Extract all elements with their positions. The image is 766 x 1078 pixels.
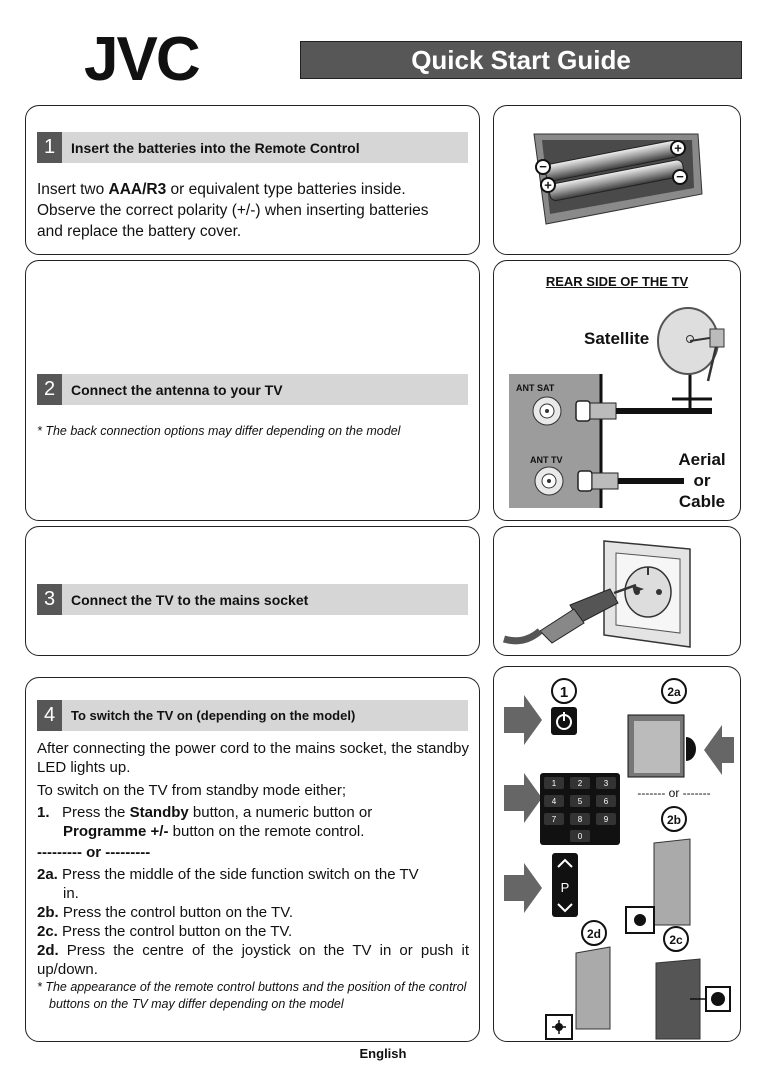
svg-text:2d: 2d	[586, 927, 602, 941]
page-title: Quick Start Guide	[300, 41, 742, 79]
svg-text:2a: 2a	[667, 685, 681, 699]
step-2-panel	[25, 260, 480, 521]
switch-on-illustration-panel	[493, 666, 741, 1042]
svg-text:4: 4	[551, 797, 557, 806]
svg-text:+: +	[544, 177, 552, 193]
logo-text: JVC	[84, 30, 199, 84]
step-title: Insert the batteries into the Remote Control	[71, 139, 360, 156]
step-4-item-2a: 2a. Press the middle of the side function switch on the TV	[37, 866, 419, 883]
svg-text:3: 3	[603, 779, 609, 788]
step-4-paragraph-1: After connecting the power cord to the mains socket, the standby LED lights up.	[37, 740, 469, 776]
step-1-panel	[25, 105, 480, 255]
svg-text:0: 0	[577, 832, 583, 841]
step-title: To switch the TV on (depending on the model)	[71, 708, 356, 723]
aerial-cable-label: Aerial or Cable	[678, 450, 726, 511]
satellite-label: Satellite	[584, 329, 650, 348]
ant-tv-label: ANT TV	[530, 455, 563, 465]
svg-text:P: P	[560, 880, 570, 895]
svg-text:5: 5	[577, 797, 583, 806]
step-4-item-2c: 2c. Press the control button on the TV.	[37, 923, 293, 940]
batteries-illustration	[494, 106, 740, 254]
step-2-note: * The back connection options may differ depending on the model	[37, 424, 401, 438]
arrow-icon	[504, 863, 542, 913]
svg-text:8: 8	[577, 815, 583, 824]
svg-text:1: 1	[551, 779, 557, 788]
jvc-logo	[84, 30, 216, 84]
step-number: 2	[37, 374, 62, 405]
step-4-item-1: 1. Press the Standby button, a numeric button or	[37, 804, 373, 821]
ant-sat-label: ANT SAT	[516, 383, 555, 393]
step-1-bar	[37, 132, 468, 163]
step-4-panel	[25, 677, 480, 1042]
step-4-item-2b: 2b. Press the control button on the TV.	[37, 904, 294, 921]
svg-text:1: 1	[559, 684, 569, 701]
step-number: 3	[37, 584, 62, 615]
antenna-illustration-panel	[493, 260, 741, 521]
step-title: Connect the TV to the mains socket	[71, 591, 309, 608]
svg-text:6: 6	[603, 797, 609, 806]
step-3-bar	[37, 584, 468, 615]
step-3-panel	[25, 526, 480, 656]
svg-text:2b: 2b	[666, 813, 682, 827]
svg-text:−: −	[539, 159, 547, 174]
or-separator: --------- or ---------	[37, 844, 151, 861]
step-4-paragraph-2: To switch on the TV from standby mode either;	[37, 782, 347, 799]
step-2-bar	[37, 374, 468, 405]
step-1-text: Insert two AAA/R3 or equivalent type batteries inside. Observe the correct polarity (+/-) when inserting batteries and replace the battery cover.	[37, 181, 429, 240]
svg-text:−: −	[676, 169, 684, 184]
step-4-note: * The appearance of the remote control buttons and the position of the control buttons on the TV may differ depending on the model	[37, 980, 467, 1011]
step-title: Connect the antenna to your TV	[71, 381, 283, 398]
svg-text:9: 9	[603, 815, 609, 824]
svg-text:+: +	[674, 140, 682, 156]
step-number: 1	[37, 132, 62, 163]
language-label: English	[359, 1046, 407, 1061]
mains-socket-illustration	[494, 527, 740, 655]
arrow-icon	[704, 725, 734, 775]
step-number: 4	[37, 700, 62, 731]
step-4-item-2d: 2d. Press the centre of the joystick on the TV in or push it up/down.	[37, 942, 469, 978]
arrow-icon	[504, 773, 542, 823]
svg-text:7: 7	[551, 815, 557, 824]
rear-side-label: REAR SIDE OF THE TV	[545, 274, 689, 289]
arrow-icon	[504, 695, 542, 745]
svg-text:2c: 2c	[669, 933, 683, 947]
battery-illustration-panel	[493, 105, 741, 255]
svg-text:2: 2	[577, 779, 583, 788]
svg-text:------- or -------: ------- or -------	[637, 786, 711, 800]
step-4-text: After connecting the power cord to the mains socket, the standby LED lights up. To switch on the TV from standby mode either; 1. Press the Standby button, a numeric button or Programme +/- button on the remote control. --------- or --------- 2a. Press the middle of the side function switch on the TV in. 2b. Press the control button on the TV. 2c. Press the control button on the TV. 2d. Press the centre of the joystick on the TV in or push it up/down.	[37, 740, 469, 978]
socket-illustration-panel	[493, 526, 741, 656]
step-4-bar	[37, 700, 468, 731]
switch-on-illustration	[494, 667, 740, 1041]
